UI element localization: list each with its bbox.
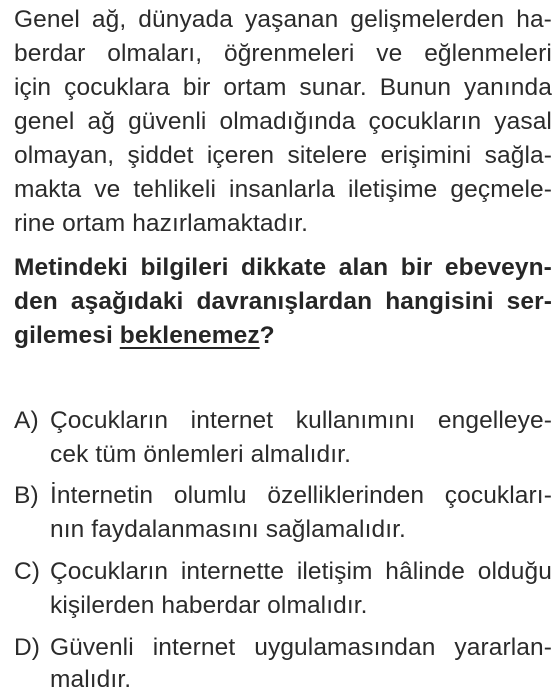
word: engelleye- <box>437 407 552 434</box>
question-line-3 <box>14 320 275 352</box>
word: ağ <box>87 108 115 135</box>
word: ser- <box>506 288 552 315</box>
word: internet <box>152 634 236 661</box>
option-b-text-line-2: nın faydalanmasını sağlamalıdır. <box>50 516 406 543</box>
word: ortam <box>223 74 287 101</box>
option-a-text-line-1 <box>50 405 552 437</box>
word: yaşanan <box>245 6 339 33</box>
word: sunar. <box>299 74 367 101</box>
question-mark: ? <box>259 322 275 349</box>
option-label: D) <box>14 634 41 661</box>
question-line-2 <box>14 286 552 318</box>
word: tehlikeli <box>133 176 216 203</box>
word: hangisini <box>385 288 494 315</box>
word: Güvenli <box>50 634 134 661</box>
word: insanlarla <box>229 176 335 203</box>
word: makta <box>14 176 82 203</box>
passage-line-5 <box>14 140 552 172</box>
word: berdar <box>14 40 86 67</box>
question-text: gilemesi <box>14 322 120 349</box>
word: erişimini <box>380 142 472 169</box>
word: ağ, <box>91 6 127 33</box>
word: ebeveyn- <box>444 254 552 281</box>
word: içeren <box>206 142 275 169</box>
word: özelliklerinden <box>267 482 425 509</box>
question-line-1 <box>14 252 552 284</box>
word: sitelere <box>287 142 368 169</box>
option-label: A) <box>14 407 39 434</box>
word: bir <box>182 74 211 101</box>
word: aşağıdaki <box>70 288 184 315</box>
option-d-line-1 <box>14 632 50 664</box>
option-label: B) <box>14 482 39 509</box>
word: olumlu <box>173 482 247 509</box>
word: yasal <box>494 108 552 135</box>
option-b-text-line-1 <box>50 480 552 512</box>
word: uygulamasından <box>254 634 436 661</box>
word: çocuklara <box>64 74 170 101</box>
word: olmadığında <box>219 108 356 135</box>
word: olmayan, <box>14 142 115 169</box>
passage-line-6 <box>14 174 552 206</box>
word: sağla- <box>484 142 552 169</box>
option-b-line-1 <box>14 480 50 512</box>
emphasized-word: beklenemez <box>119 322 260 349</box>
word: İnternetin <box>50 482 154 509</box>
passage-line-2 <box>14 38 552 70</box>
word: şiddet <box>127 142 194 169</box>
passage-line-3 <box>14 72 552 104</box>
word: yanında <box>464 74 552 101</box>
word: olmaları, <box>107 40 203 67</box>
option-c-line-1 <box>14 556 50 588</box>
word: bir <box>400 254 433 281</box>
word: internette <box>180 558 285 585</box>
word: Çocukların <box>50 558 169 585</box>
word: Genel <box>14 6 80 33</box>
passage-line-7: rine ortam hazırlamaktadır. <box>14 210 309 237</box>
word: dikkate <box>241 254 327 281</box>
option-label: C) <box>14 558 41 585</box>
passage-line-4 <box>14 106 552 138</box>
word: bilgileri <box>140 254 229 281</box>
word: çocukları- <box>444 482 552 509</box>
option-a-text-line-2: cek tüm önlemleri almalıdır. <box>50 441 351 468</box>
option-a-line-1 <box>14 405 50 437</box>
word: kullanımını <box>295 407 416 434</box>
word: ve <box>376 40 403 67</box>
word: Çocukların <box>50 407 169 434</box>
word: olduğu <box>477 558 552 585</box>
word: yararlan- <box>454 634 552 661</box>
word: den <box>14 288 58 315</box>
word: gelişmelerden <box>350 6 505 33</box>
word: ve <box>94 176 121 203</box>
word: Bunun <box>379 74 452 101</box>
word: çocukların <box>368 108 482 135</box>
word: ha- <box>516 6 552 33</box>
word: Metindeki <box>14 254 128 281</box>
word: genel <box>14 108 75 135</box>
word: iletişime <box>347 176 438 203</box>
word: hâlinde <box>385 558 465 585</box>
word: geçmele- <box>450 176 552 203</box>
word: güvenli <box>128 108 207 135</box>
word: için <box>14 74 52 101</box>
option-d-text-line-1 <box>50 632 552 664</box>
word: eğlenmeleri <box>424 40 552 67</box>
option-c-text-line-1 <box>50 556 552 588</box>
word: öğrenmeleri <box>223 40 355 67</box>
word: alan <box>338 254 389 281</box>
passage-line-1 <box>14 4 552 36</box>
word: iletişim <box>296 558 373 585</box>
word: dünyada <box>138 6 233 33</box>
word: davranışlardan <box>196 288 373 315</box>
option-d-text-line-2: malıdır. <box>50 666 132 693</box>
word: internet <box>190 407 274 434</box>
option-c-text-line-2: kişilerden haberdar olmalıdır. <box>50 592 368 619</box>
